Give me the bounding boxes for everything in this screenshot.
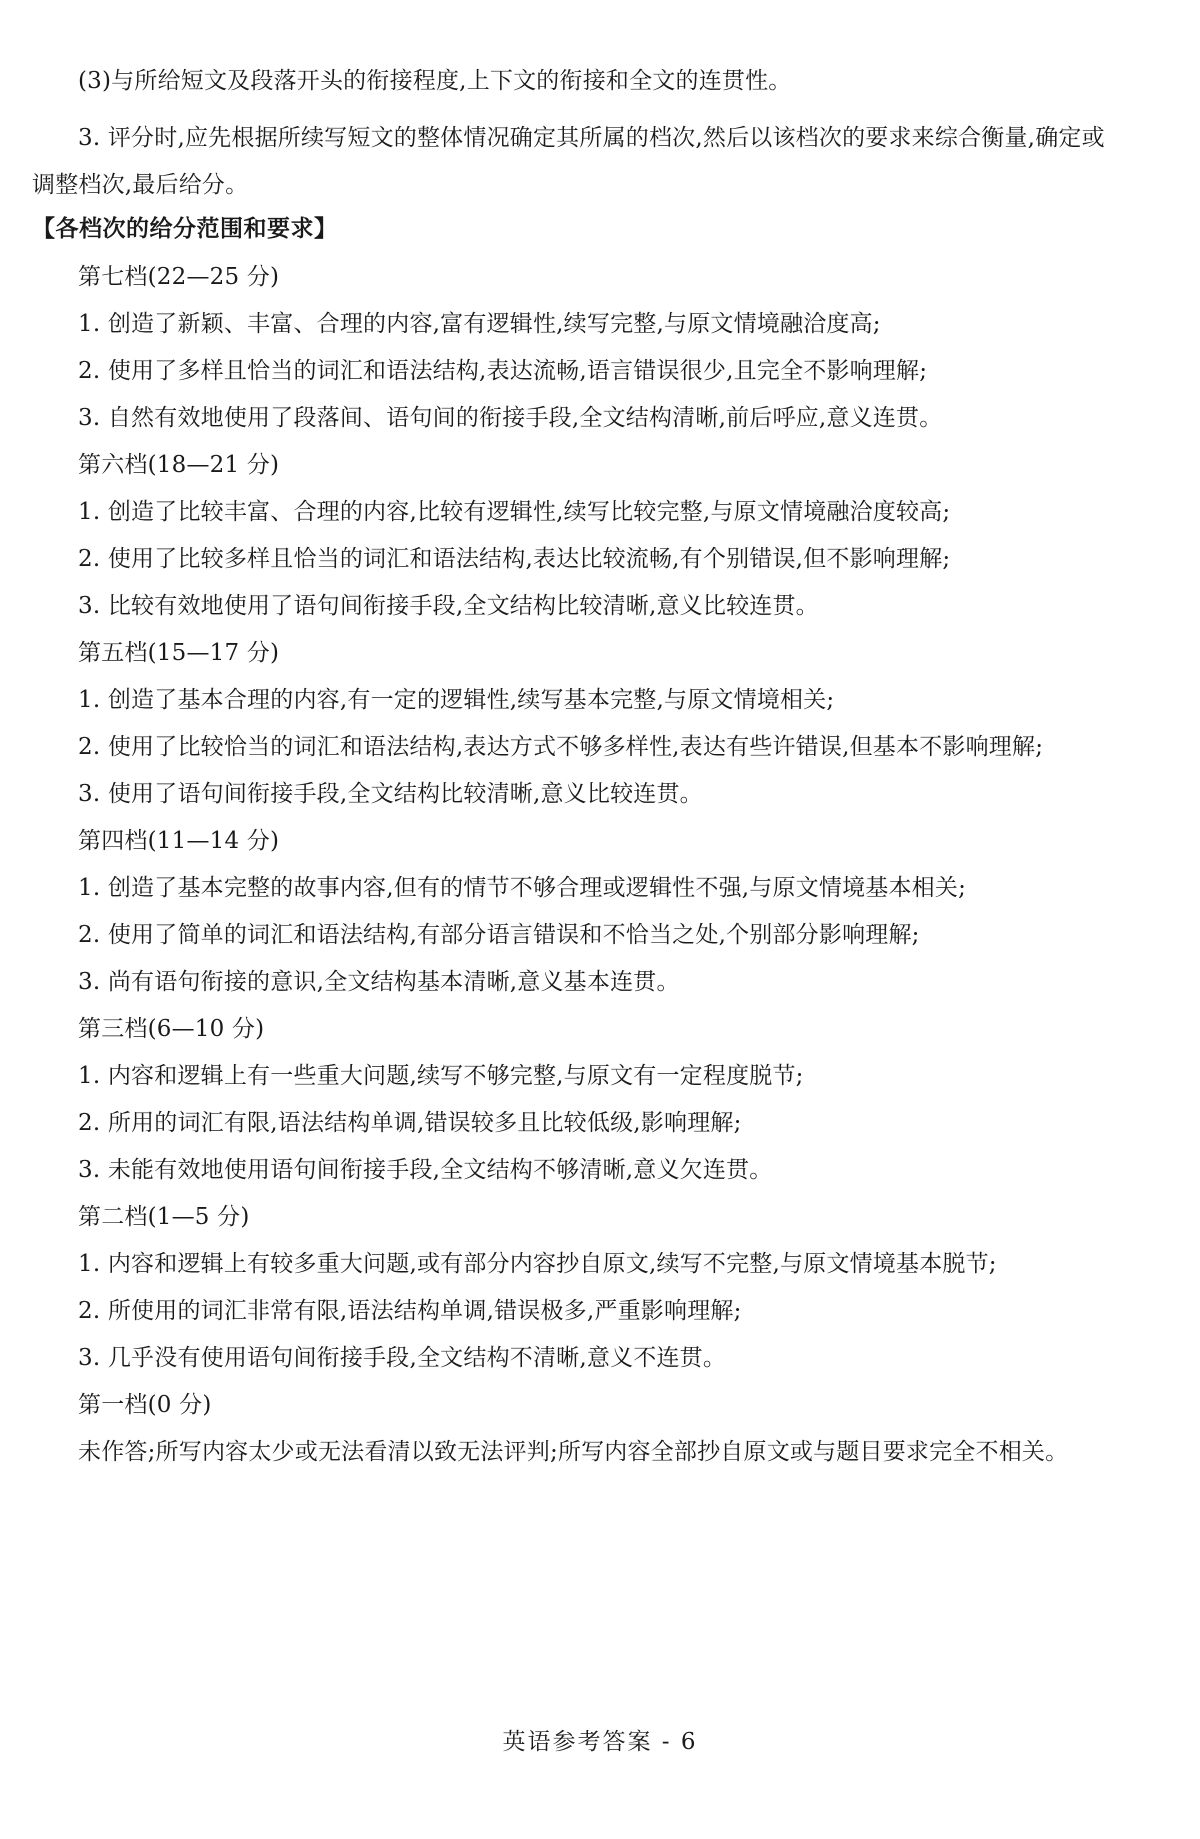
tier-item: 3. 未能有效地使用语句间衔接手段,全文结构不够清晰,意义欠连贯。: [78, 1157, 773, 1183]
tier-item: 2. 所用的词汇有限,语法结构单调,错误较多且比较低级,影响理解;: [78, 1110, 742, 1136]
tier-title: 第三档(6—10 分): [78, 1016, 265, 1042]
tier-item: 3. 自然有效地使用了段落间、语句间的衔接手段,全文结构清晰,前后呼应,意义连贯。: [78, 405, 943, 431]
tier-title: 第四档(11—14 分): [78, 828, 280, 854]
tier-item: 1. 创造了基本完整的故事内容,但有的情节不够合理或逻辑性不强,与原文情境基本相关;: [78, 875, 967, 901]
tier-item: 2. 所使用的词汇非常有限,语法结构单调,错误极多,严重影响理解;: [78, 1298, 742, 1324]
tier-item: 1. 内容和逻辑上有一些重大问题,续写不够完整,与原文有一定程度脱节;: [78, 1063, 804, 1089]
tier-title: 第一档(0 分): [78, 1392, 212, 1418]
tier-item: 1. 创造了新颖、丰富、合理的内容,富有逻辑性,续写完整,与原文情境融洽度高;: [78, 311, 881, 337]
tier-item: 2. 使用了多样且恰当的词汇和语法结构,表达流畅,语言错误很少,且完全不影响理解;: [78, 358, 928, 384]
scoring-item-3: (3)与所给短文及段落开头的衔接程度,上下文的衔接和全文的连贯性。: [78, 68, 792, 94]
tier-item: 未作答;所写内容太少或无法看清以致无法评判;所写内容全部抄自原文或与题目要求完全不相关。: [78, 1439, 1069, 1465]
tier-item: 2. 使用了简单的词汇和语法结构,有部分语言错误和不恰当之处,个别部分影响理解;: [78, 922, 920, 948]
tier-item: 2. 使用了比较恰当的词汇和语法结构,表达方式不够多样性,表达有些许错误,但基本不影响理解;: [78, 734, 1044, 760]
tier-item: 1. 内容和逻辑上有较多重大问题,或有部分内容抄自原文,续写不完整,与原文情境基本脱节;: [78, 1251, 997, 1277]
tier-title: 第七档(22—25 分): [78, 264, 280, 290]
tier-item: 3. 几乎没有使用语句间衔接手段,全文结构不清晰,意义不连贯。: [78, 1345, 727, 1371]
tier-item: 3. 比较有效地使用了语句间衔接手段,全文结构比较清晰,意义比较连贯。: [78, 593, 819, 619]
section-heading: 【各档次的给分范围和要求】: [32, 216, 338, 242]
tier-item: 1. 创造了比较丰富、合理的内容,比较有逻辑性,续写比较完整,与原文情境融洽度较高;: [78, 499, 951, 525]
scoring-note-3-line-1: 3. 评分时,应先根据所续写短文的整体情况确定其所属的档次,然后以该档次的要求来综合衡量,确定或: [78, 125, 1105, 151]
page-footer: 英语参考答案 - 6: [502, 1729, 698, 1755]
tier-title: 第六档(18—21 分): [78, 452, 280, 478]
tier-item: 1. 创造了基本合理的内容,有一定的逻辑性,续写基本完整,与原文情境相关;: [78, 687, 835, 713]
tier-title: 第五档(15—17 分): [78, 640, 280, 666]
scoring-note-3-line-2: 调整档次,最后给分。: [32, 172, 249, 198]
tier-item: 3. 尚有语句衔接的意识,全文结构基本清晰,意义基本连贯。: [78, 969, 680, 995]
tier-item: 3. 使用了语句间衔接手段,全文结构比较清晰,意义比较连贯。: [78, 781, 703, 807]
tier-item: 2. 使用了比较多样且恰当的词汇和语法结构,表达比较流畅,有个别错误,但不影响理解;: [78, 546, 951, 572]
tier-title: 第二档(1—5 分): [78, 1204, 250, 1230]
